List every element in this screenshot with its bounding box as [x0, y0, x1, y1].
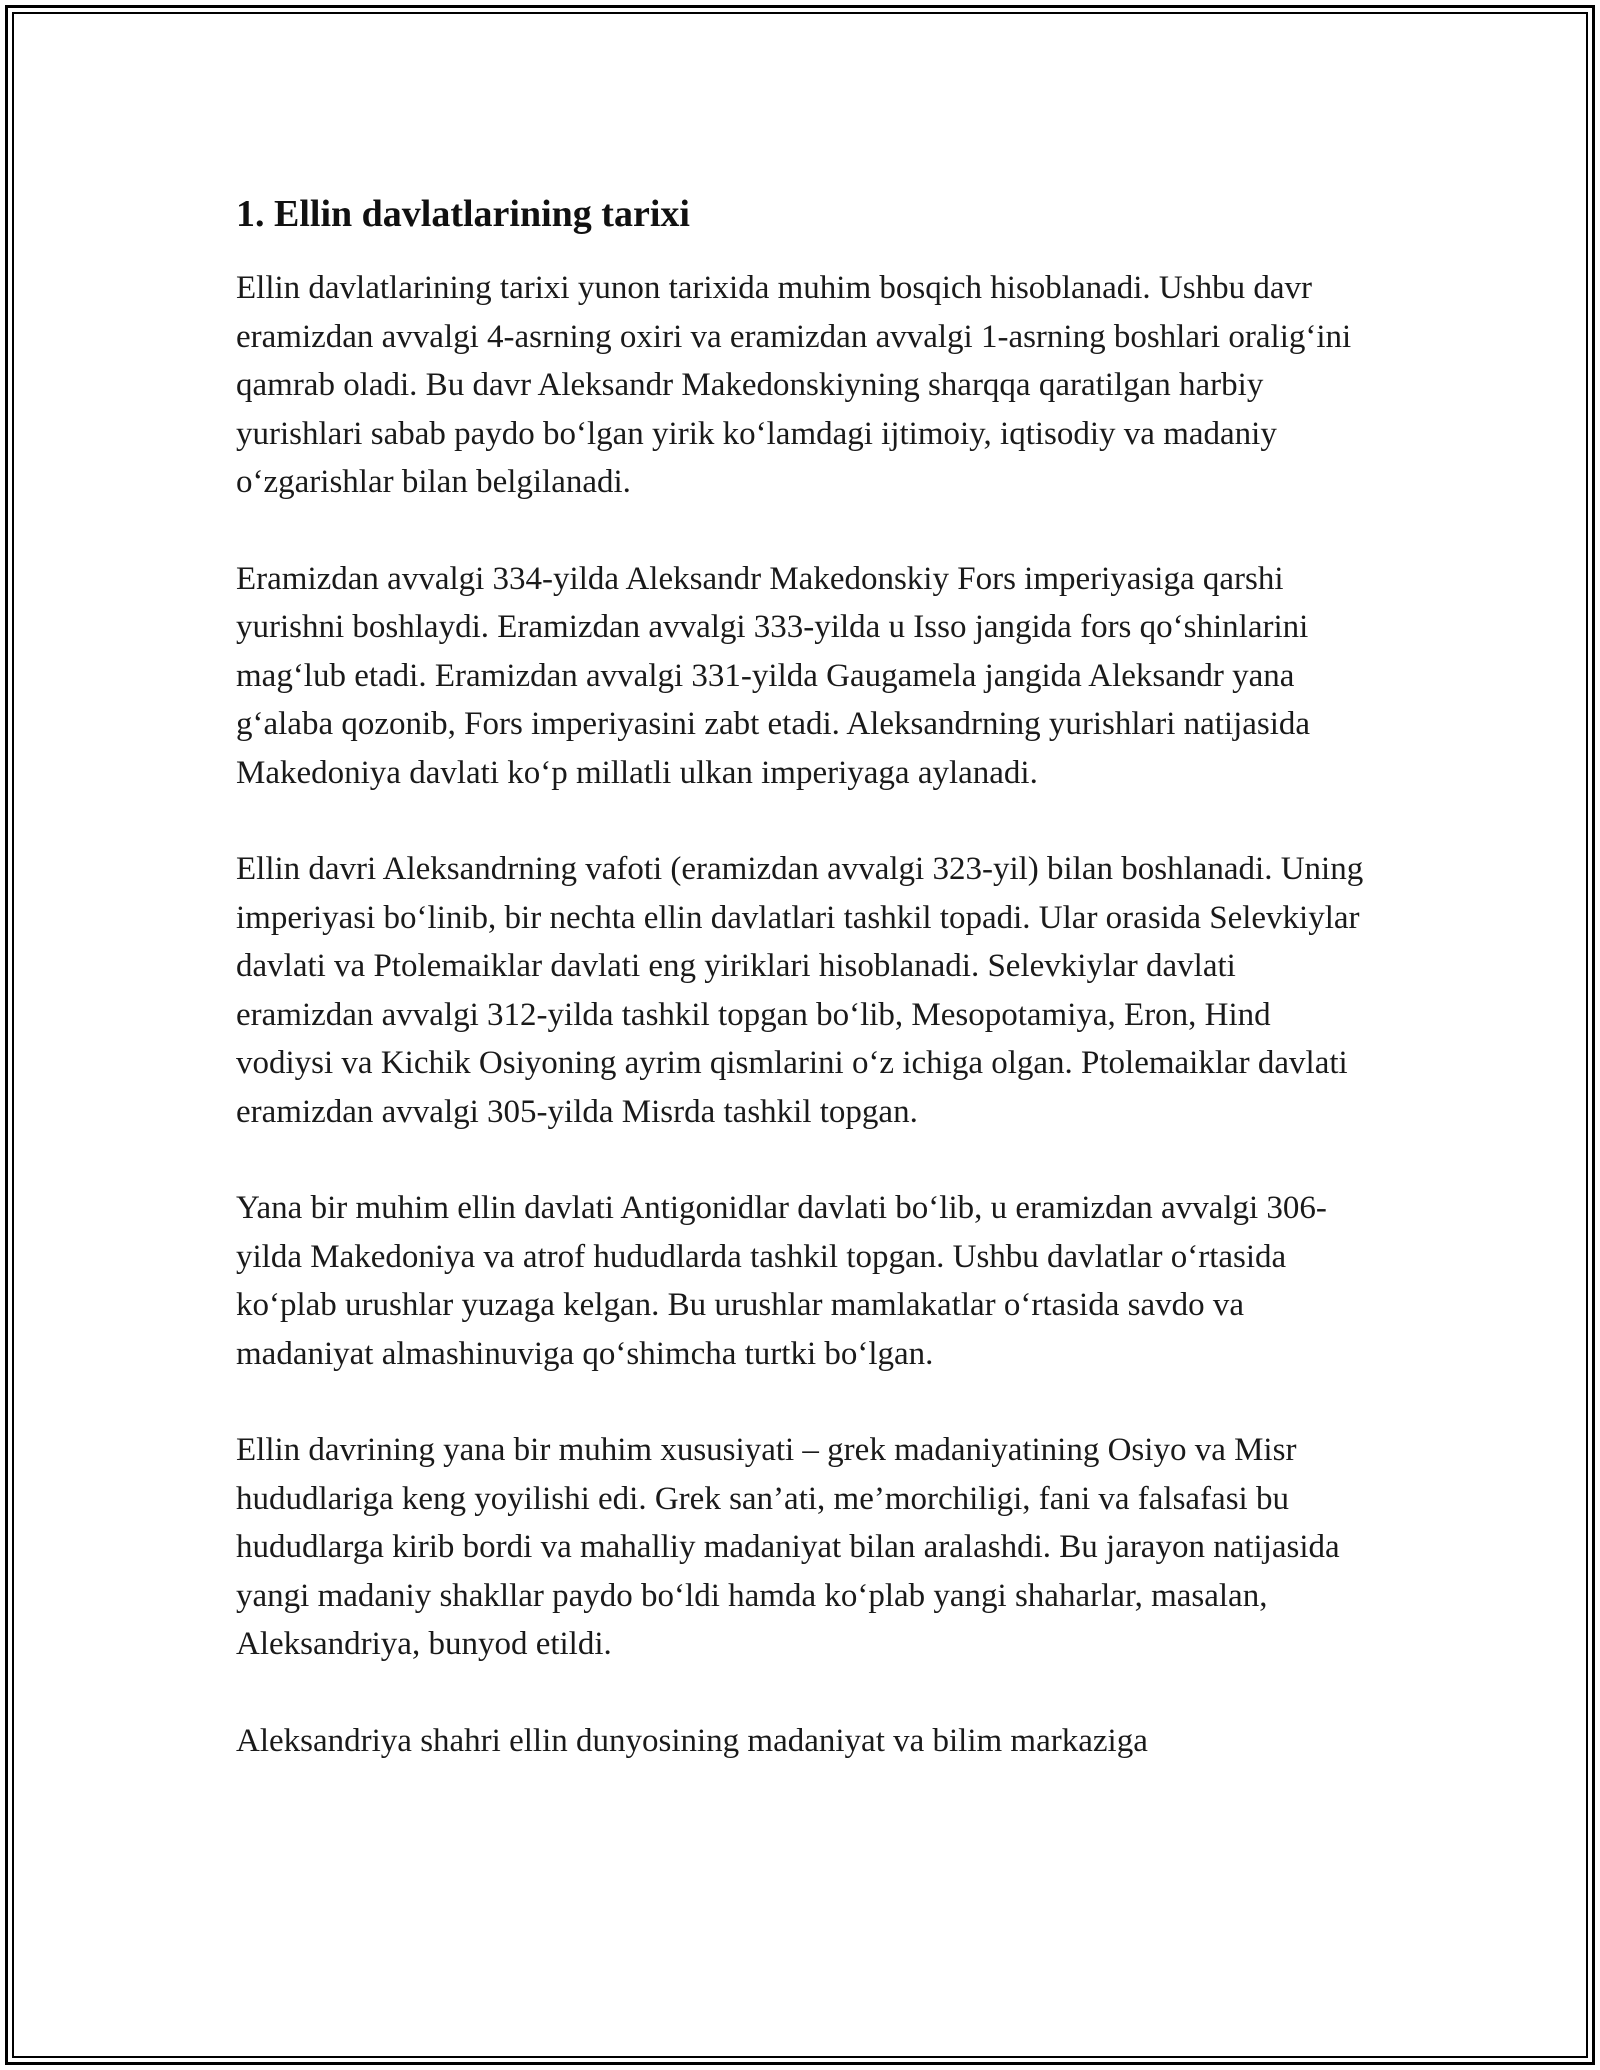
paragraph-4: Yana bir muhim ellin davlati Antigonidlar davlati bo‘lib, u eramizdan avvalgi 306-yilda Makedoniya va atrof hududlarda tashkil topgan. Ushbu davlatlar o‘rtasida ko‘plab urushlar yuzaga kelgan. Bu urushlar mamlakatlar o‘rtasida savdo va madaniyat almashinuviga qo‘shimcha turtki bo‘lgan.	[236, 1190, 1327, 1372]
paragraph-3: Ellin davri Aleksandrning vafoti (eramizdan avvalgi 323-yil) bilan boshlanadi. Uning imperiyasi bo‘linib, bir nechta ellin davlatlari tashkil topadi. Ular orasida Selevkiylar davlati va Ptolemaiklar davlati eng yiriklari hisoblanadi. Selevkiylar davlati eramizdan avvalgi 312-yilda tashkil topgan bo‘lib, Mesopotamiya, Eron, Hind vodiysi va Kichik Osiyoning ayrim qismlarini o‘z ichiga olgan. Ptolemaiklar davlati eramizdan avvalgi 305-yilda Misrda tashkil topgan.	[236, 851, 1364, 1130]
paragraph-1: Ellin davlatlarining tarixi yunon tarixida muhim bosqich hisoblanadi. Ushbu davr eramizdan avvalgi 4-asrning oxiri va eramizdan avvalgi 1-asrning boshlari oralig‘ini qamrab oladi. Bu davr Aleksandr Makedonskiyning sharqqa qaratilgan harbiy yurishlari sabab paydo bo‘lgan yirik ko‘lamdagi ijtimoiy, iqtisodiy va madaniy o‘zgarishlar bilan belgilanadi.	[236, 270, 1352, 500]
paragraph-5: Ellin davrining yana bir muhim xususiyati – grek madaniyatining Osiyo va Misr hududlariga keng yoyilishi edi. Grek san’ati, me’morchiligi, fani va falsafasi bu hududlarga kirib bordi va mahalliy madaniyat bilan aralashdi. Bu jarayon natijasida yangi madaniy shakllar paydo bo‘ldi hamda ko‘plab yangi shaharlar, masalan, Aleksandriya, bunyod etildi.	[236, 1432, 1340, 1662]
document-body	[236, 190, 1366, 1813]
paragraph-6: Aleksandriya shahri ellin dunyosining madaniyat va bilim markaziga	[236, 1722, 1148, 1759]
paragraph-2: Eramizdan avvalgi 334-yilda Aleksandr Makedonskiy Fors imperiyasiga qarshi yurishni boshlaydi. Eramizdan avvalgi 333-yilda u Isso jangida fors qo‘shinlarini mag‘lub etadi. Eramizdan avvalgi 331-yilda Gaugamela jangida Aleksandr yana g‘alaba qozonib, Fors imperiyasini zabt etadi. Aleksandrning yurishlari natijasida Makedoniya davlati ko‘p millatli ulkan imperiyaga aylanadi.	[236, 560, 1311, 791]
section-heading: 1. Ellin davlatlarining tarixi	[236, 193, 690, 235]
